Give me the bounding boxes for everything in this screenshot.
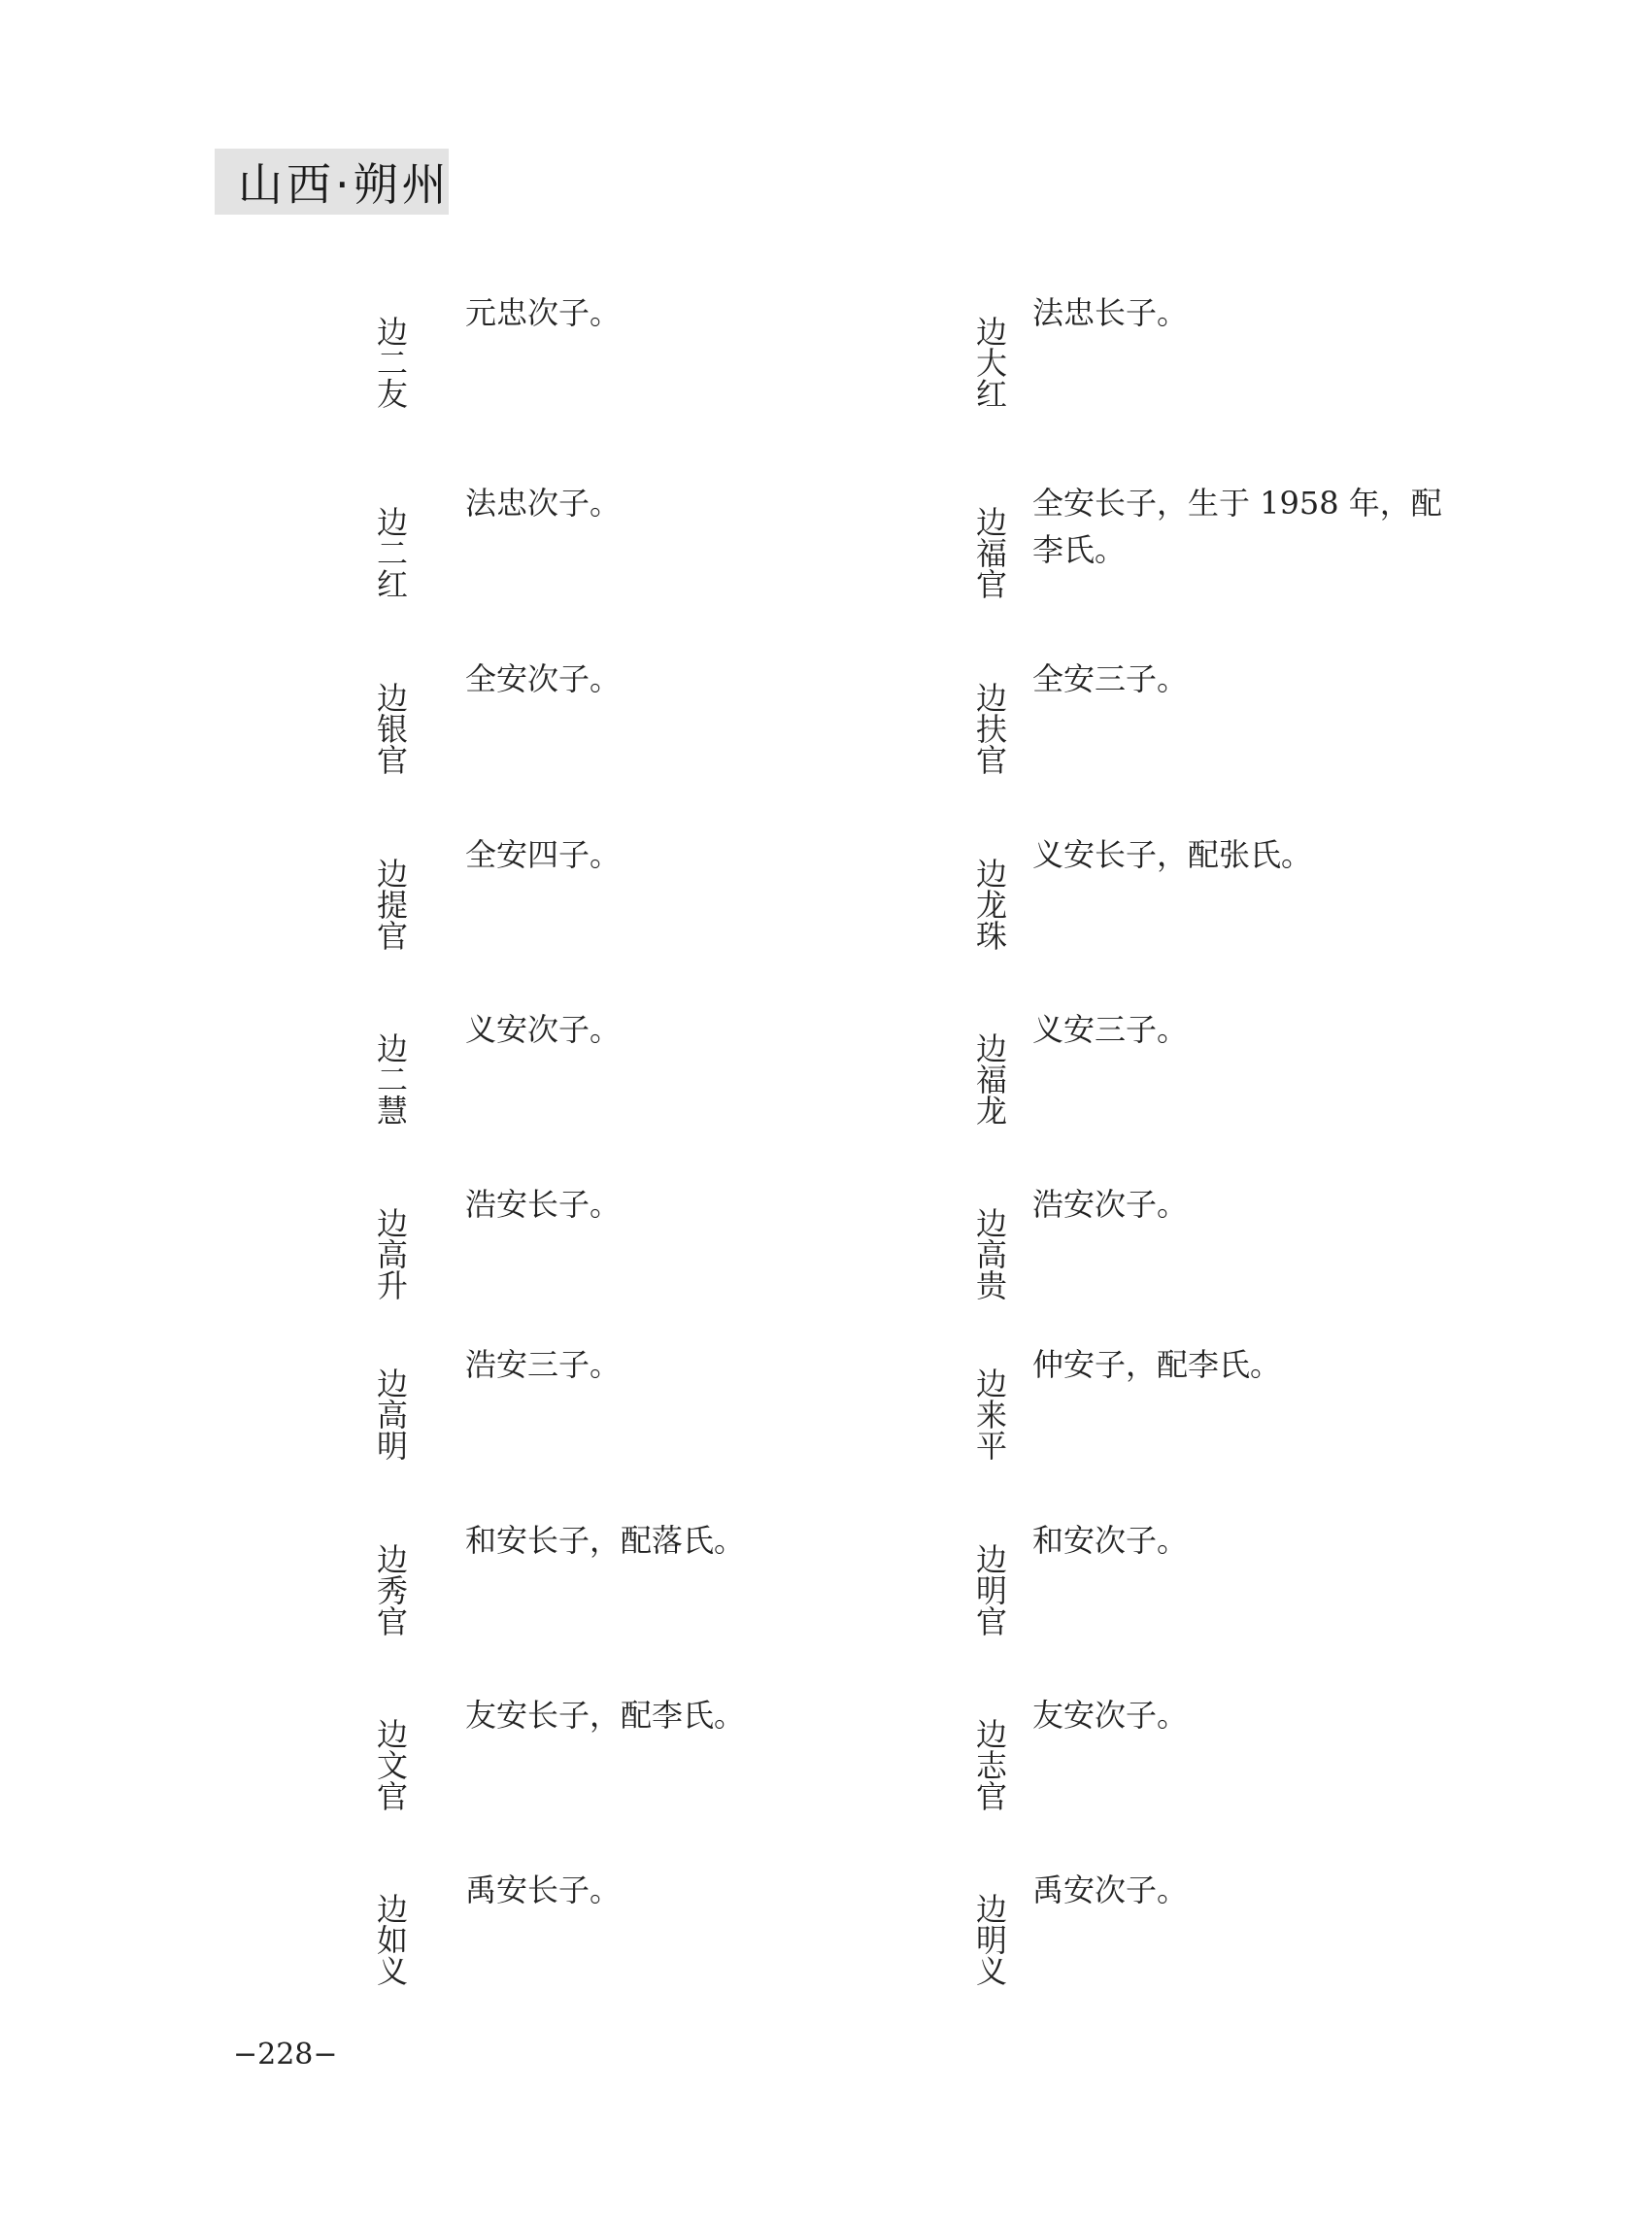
entry-description: 义安次子。: [465, 1011, 622, 1048]
entry-name: 边志官: [971, 1718, 1008, 1811]
entry-name: 边二红: [372, 506, 409, 599]
entry-name: 边二慧: [372, 1032, 409, 1126]
entry-description: 浩安长子。: [465, 1186, 622, 1223]
entry-name: 边秀官: [372, 1543, 409, 1636]
entry-description: 和安次子。: [1032, 1522, 1189, 1559]
entry-name: 边高升: [372, 1207, 409, 1300]
genealogy-entry: [373, 1517, 917, 1663]
genealogy-entry: [373, 1867, 917, 2012]
genealogy-entry: [972, 1006, 1516, 1152]
header-tab: [215, 149, 449, 215]
entry-name: 边银官: [372, 682, 409, 775]
page-header-title: 山西·朔州: [238, 158, 451, 211]
entry-description: 友安长子，配李氏。: [465, 1697, 746, 1734]
entry-name: 边高明: [372, 1367, 409, 1461]
entry-description: 义安三子。: [1032, 1011, 1189, 1048]
entry-name: 边福龙: [971, 1032, 1008, 1126]
genealogy-entry: [373, 656, 917, 801]
entry-description: 法忠次子。: [465, 485, 622, 522]
entry-description: 元忠次子。: [465, 294, 622, 331]
genealogy-entry: [373, 831, 917, 977]
entry-name: 边来平: [971, 1367, 1008, 1461]
entry-name: 边福官: [971, 506, 1008, 599]
page-number: −228−: [233, 2038, 338, 2072]
entry-name: 边明官: [971, 1543, 1008, 1636]
entry-description: 全安四子。: [465, 836, 622, 873]
genealogy-entry: [972, 1517, 1516, 1663]
genealogy-entry: [373, 480, 917, 625]
entry-description: 全安三子。: [1032, 660, 1189, 697]
genealogy-entry: [972, 1181, 1516, 1327]
genealogy-entry: [972, 1692, 1516, 1838]
entry-name: 边文官: [372, 1718, 409, 1811]
genealogy-entry: [373, 289, 917, 435]
genealogy-entry: [373, 1692, 917, 1838]
entry-description: 禹安长子。: [465, 1872, 622, 1908]
genealogy-entry: [972, 480, 1516, 625]
entry-description: 仲安子，配李氏。: [1032, 1346, 1282, 1383]
entry-name: 边明义: [971, 1893, 1008, 1986]
genealogy-entry: [373, 1006, 917, 1152]
genealogy-entry: [972, 289, 1516, 435]
entry-name: 边大红: [971, 316, 1008, 409]
entry-description: 法忠长子。: [1032, 294, 1189, 331]
genealogy-entry: [972, 1341, 1516, 1487]
genealogy-entry: [373, 1341, 917, 1487]
entry-description: 义安长子，配张氏。: [1032, 836, 1313, 873]
entry-description: 友安次子。: [1032, 1697, 1189, 1734]
entry-description: 禹安次子。: [1032, 1872, 1189, 1908]
entry-description: 和安长子，配落氏。: [465, 1522, 746, 1559]
genealogy-entry: [373, 1181, 917, 1327]
entry-description: 浩安次子。: [1032, 1186, 1189, 1223]
entry-name: 边高贵: [971, 1207, 1008, 1300]
entry-name: 边龙珠: [971, 858, 1008, 951]
entry-name: 边扶官: [971, 682, 1008, 775]
entry-name: 边提官: [372, 858, 409, 951]
entry-name: 边如义: [372, 1893, 409, 1986]
genealogy-entry: [972, 1867, 1516, 2012]
entry-description: 浩安三子。: [465, 1346, 622, 1383]
entry-name: 边二友: [372, 316, 409, 409]
genealogy-entry: [972, 831, 1516, 977]
genealogy-entry: [972, 656, 1516, 801]
entry-description: 全安长子，生于 1958 年，配李氏。: [1032, 485, 1442, 568]
entry-description: 全安次子。: [465, 660, 622, 697]
